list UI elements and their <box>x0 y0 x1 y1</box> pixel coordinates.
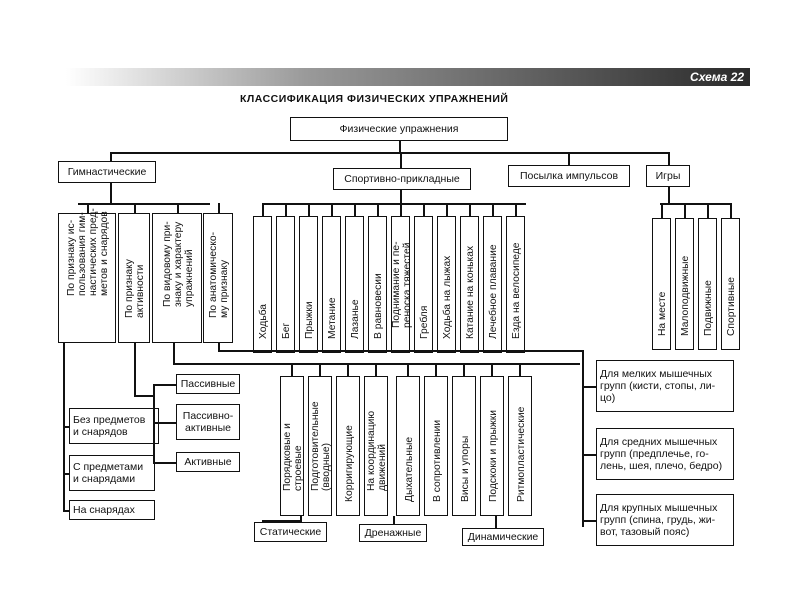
connector-line <box>423 203 425 216</box>
root-box-label: Физические упражнения <box>339 122 459 135</box>
apparatus-1 <box>69 408 159 444</box>
top-1 <box>58 161 156 183</box>
muscle-group-3-label: Для крупных мышечных групп (спина, грудь, жи- вот, тазовый пояс) <box>600 501 718 539</box>
kind-bottom-3-label: Динамические <box>467 530 539 543</box>
top-3 <box>508 165 630 187</box>
sport-6 <box>368 216 387 353</box>
connector-line <box>491 363 493 376</box>
connector-line <box>134 343 136 395</box>
game-2 <box>675 218 694 350</box>
sport-3 <box>299 216 318 353</box>
muscle-group-3 <box>596 494 734 546</box>
sport-7 <box>390 216 413 353</box>
kind-9 <box>508 376 532 516</box>
connector-line <box>668 187 670 203</box>
activity-2-label: Пассивно- активные <box>182 409 234 434</box>
connector-line <box>110 152 112 161</box>
kind-bottom-2-label: Дренажные <box>364 526 422 539</box>
sport-9-label: Ходьба на лыжах <box>442 255 453 339</box>
sport-9 <box>437 216 456 353</box>
connector-line <box>177 203 179 213</box>
connector-line <box>582 454 596 456</box>
activity-1-label: Пассивные <box>180 377 236 390</box>
connector-line <box>707 203 709 218</box>
sport-3-label: Прыжки <box>304 301 315 339</box>
sport-4 <box>322 216 341 353</box>
sport-10 <box>460 216 479 353</box>
connector-line <box>291 363 293 376</box>
connector-line <box>134 203 136 213</box>
kind-2 <box>308 376 332 516</box>
connector-line <box>446 203 448 216</box>
connector-line <box>78 203 210 205</box>
criterion-1-label: По признаку ис- пользования гим- настических пред- метов и снарядов <box>66 207 111 296</box>
connector-line <box>435 363 437 376</box>
top-3-label: Посылка импульсов <box>519 169 619 182</box>
connector-line <box>400 190 402 203</box>
connector-line <box>469 203 471 216</box>
slide-number: Схема 22 <box>690 70 744 84</box>
sport-11-label: Лечебное плавание <box>488 244 499 339</box>
connector-line <box>582 520 596 522</box>
connector-line <box>218 343 220 350</box>
connector-line <box>110 152 668 154</box>
criterion-1 <box>58 207 116 343</box>
kind-3-label: Корригирующие <box>343 425 355 502</box>
connector-line <box>684 203 686 218</box>
connector-line <box>492 203 494 216</box>
game-2-label: Малоподвижные <box>680 255 691 336</box>
muscle-group-2-label: Для средних мышечных групп (предплечье, го- лень, шея, плечо, бедро) <box>600 435 723 473</box>
connector-line <box>331 203 333 216</box>
kind-8 <box>480 376 504 516</box>
connector-line <box>400 152 402 168</box>
activity-1 <box>176 374 240 394</box>
sport-1 <box>253 216 272 353</box>
connector-line <box>377 203 379 216</box>
connector-line <box>660 203 731 205</box>
connector-line <box>495 516 497 528</box>
kind-3 <box>336 376 360 516</box>
diagram-title: КЛАССИФИКАЦИЯ ФИЗИЧЕСКИХ УПРАЖНЕНИЙ <box>240 93 509 105</box>
connector-line <box>218 350 582 352</box>
criterion-4 <box>203 213 233 343</box>
sport-8 <box>414 216 433 353</box>
kind-7 <box>452 376 476 516</box>
criterion-2 <box>118 213 150 343</box>
connector-line <box>399 141 401 152</box>
criterion-2-label: По признаку активности <box>124 258 147 318</box>
connector-line <box>173 343 175 363</box>
connector-line <box>262 203 526 205</box>
sport-8-label: Гребля <box>419 305 430 339</box>
activity-2 <box>176 404 240 440</box>
game-4 <box>721 218 740 350</box>
kind-bottom-1 <box>254 522 327 542</box>
sport-2 <box>276 216 295 353</box>
game-3 <box>698 218 717 350</box>
connector-line <box>375 363 377 376</box>
apparatus-2-label: С предметами и снарядами <box>73 460 144 485</box>
kind-6-label: В сопротивлении <box>431 419 443 502</box>
connector-line <box>262 203 264 216</box>
connector-line <box>407 363 409 376</box>
kind-bottom-2 <box>359 524 427 542</box>
apparatus-1-label: Без предметов и снарядов <box>73 413 146 438</box>
connector-line <box>285 203 287 216</box>
connector-line <box>110 183 112 203</box>
connector-line <box>153 462 176 464</box>
kind-bottom-3 <box>462 528 544 546</box>
muscle-group-1 <box>596 360 734 412</box>
muscle-group-1-label: Для мелких мышечных групп (кисти, стопы, ли- цо) <box>600 367 716 405</box>
connector-line <box>661 203 663 218</box>
game-1 <box>652 218 671 350</box>
activity-3 <box>176 452 240 472</box>
kind-7-label: Висы и упоры <box>459 435 471 502</box>
sport-11 <box>483 216 502 353</box>
connector-line <box>153 422 176 424</box>
connector-line <box>153 384 176 386</box>
apparatus-3 <box>69 500 155 520</box>
sport-6-label: В равновесии <box>373 273 384 339</box>
apparatus-3-label: На снарядах <box>73 503 135 516</box>
connector-line <box>319 363 321 376</box>
connector-line <box>400 203 402 216</box>
connector-line <box>463 363 465 376</box>
kind-1 <box>280 376 304 516</box>
apparatus-2 <box>69 455 155 491</box>
game-4-label: Спортивные <box>726 276 737 336</box>
sport-12-label: Езда на велосипеде <box>511 242 522 339</box>
connector-line <box>134 395 153 397</box>
sport-2-label: Бег <box>281 322 292 339</box>
connector-line <box>730 203 732 218</box>
game-3-label: Подвижные <box>703 280 714 336</box>
header-bar <box>66 68 750 86</box>
kind-1-label: Порядковые и строевые <box>282 422 305 491</box>
muscle-group-2 <box>596 428 734 480</box>
top-2-label: Спортивно-прикладные <box>344 172 460 185</box>
top-4 <box>646 165 690 187</box>
kind-2-label: Подготовительные (вводные) <box>310 401 333 491</box>
sport-5 <box>345 216 364 353</box>
sport-12 <box>506 216 525 353</box>
connector-line <box>393 516 395 524</box>
connector-line <box>515 203 517 216</box>
connector-line <box>218 203 220 213</box>
connector-line <box>308 203 310 216</box>
sport-4-label: Метание <box>327 297 338 339</box>
criterion-3-label: По видовому при- знаку и характеру упражнений <box>161 220 195 307</box>
kind-8-label: Подскоки и прыжки <box>487 409 499 502</box>
connector-line <box>568 152 570 165</box>
activity-3-label: Активные <box>184 455 232 468</box>
kind-bottom-1-label: Статические <box>259 525 322 538</box>
connector-line <box>668 152 670 165</box>
sport-10-label: Катание на коньках <box>465 245 476 339</box>
sport-1-label: Ходьба <box>258 303 269 339</box>
connector-line <box>519 363 521 376</box>
top-2 <box>333 168 471 190</box>
connector-line <box>582 386 596 388</box>
kind-5-label: Дыхательные <box>403 436 415 502</box>
sport-7-label: Поднимание и пе- реноска тяжестей <box>390 241 413 328</box>
connector-line <box>347 363 349 376</box>
top-1-label: Гимнастические <box>67 165 147 178</box>
kind-4 <box>364 376 388 516</box>
root-box <box>290 117 508 141</box>
kind-5 <box>396 376 420 516</box>
game-1-label: На месте <box>657 291 668 336</box>
connector-line <box>354 203 356 216</box>
criterion-3 <box>152 213 202 343</box>
top-4-label: Игры <box>655 169 681 182</box>
kind-4-label: На координацию движений <box>366 410 389 491</box>
sport-5-label: Лазанье <box>350 299 361 339</box>
kind-6 <box>424 376 448 516</box>
connector-line <box>582 350 584 527</box>
criterion-4-label: По анатомическо- му признаку <box>208 231 231 318</box>
kind-9-label: Ритмопластические <box>515 406 527 502</box>
